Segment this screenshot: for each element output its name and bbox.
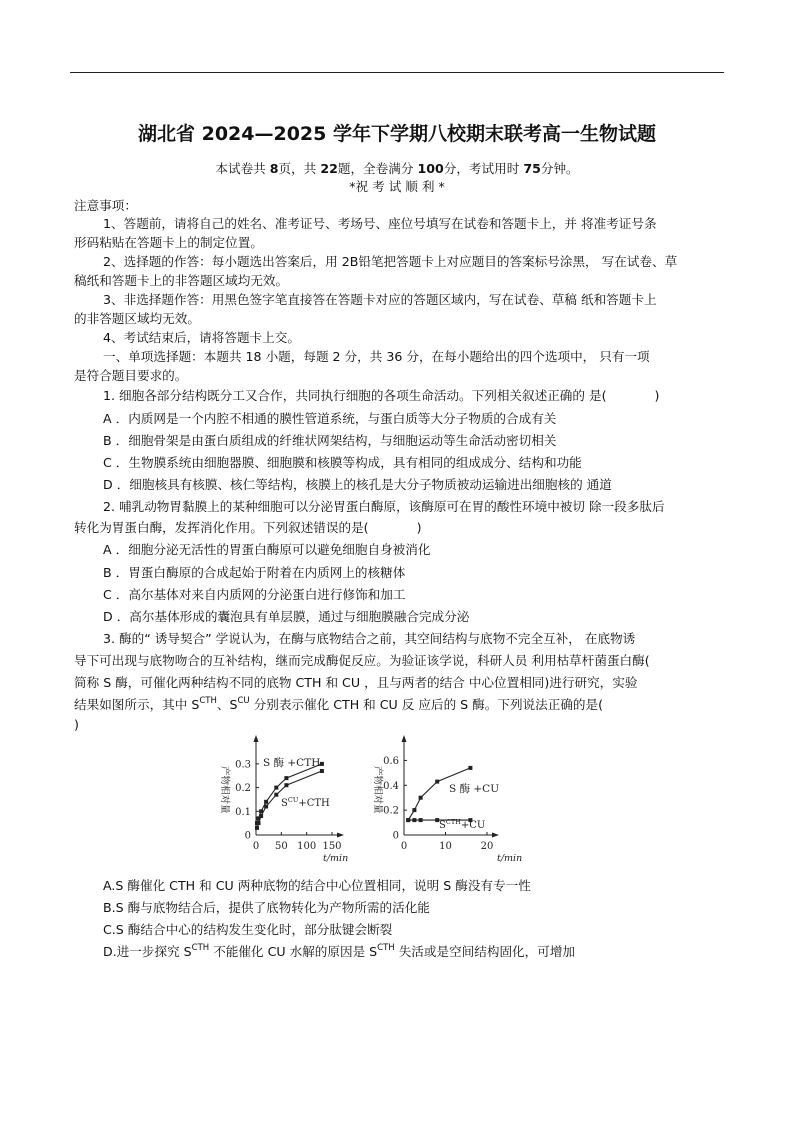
question-2-option-d: D ．高尔基体形成的囊泡具有单层膜，通过与细胞膜融合完成分泌 <box>103 609 470 624</box>
data-point <box>406 818 410 822</box>
data-point <box>264 805 268 809</box>
y-tick-label: 0.1 <box>235 806 251 818</box>
question-3-stem: 3. 酶的“ 诱导契合” 学说认为，在酶与底物结合之前，其空间结构与底物不完全互补， 在底物诱 <box>103 631 636 646</box>
notice-line: 形码粘贴在答题卡上的制定位置。 <box>74 235 263 250</box>
data-point <box>320 769 324 773</box>
notice-line: 1、答题前，请将自己的姓名、准考证号、考场号、座位号填写在试卷和答题卡上，并 将准考证号条 <box>103 216 657 231</box>
question-1-option-a: A ．内质网是一个内腔不相通的膜性管道系统，与蛋白质等大分子物质的合成有关 <box>103 411 557 426</box>
y-tick-label: 0.2 <box>235 783 251 795</box>
y-tick-label: 0.4 <box>383 780 399 792</box>
data-point <box>284 783 288 787</box>
y-axis-arrow <box>254 735 259 742</box>
data-point <box>412 818 416 822</box>
question-2-option-a: A ．细胞分泌无活性的胃蛋白酶原可以避免细胞自身被消化 <box>103 542 431 557</box>
data-point <box>255 826 259 830</box>
question-3-stem-cont: 简称 S 酶，可催化两种结构不同的底物 CTH 和 CU ，且与两者的结合 中心位置相同)进行研究，实验 <box>74 675 638 690</box>
notice-line: 2、选择题的作答：每小题选出答案后，用 2B铅笔把答题卡上对应题目的答案标号涂黑， 写在试卷、草 <box>103 254 678 269</box>
notice-line: 稿纸和答题卡上的非答题区域均无效。 <box>74 273 289 288</box>
data-point <box>264 800 268 804</box>
question-1-stem: 1. 细胞各部分结构既分工又合作，共同执行细胞的各项生命活动。下列相关叙述正确的 是( ) <box>103 388 660 403</box>
notice-line: 3、非选择题作答：用黑色签字笔直接答在答题卡对应的答题区域内，写在试卷、草稿 纸和答题卡上 <box>103 292 657 307</box>
y-tick-label: 0.6 <box>383 755 399 767</box>
question-3-option-a: A.S 酶催化 CTH 和 CU 两种底物的结合中心位置相同，说明 S 酶没有专一性 <box>103 878 531 893</box>
data-point <box>412 808 416 812</box>
series-label: $S^{CU}+CTH$ <box>281 796 330 809</box>
enzyme-charts <box>205 730 535 868</box>
x-tick-label: 20 <box>480 841 494 852</box>
question-1-option-c: C ．生物膜系统由细胞器膜、细胞膜和核膜等构成，具有相同的组成成分、结构和功能 <box>103 455 582 470</box>
x-axis-arrow <box>492 833 499 838</box>
enzyme-figure <box>205 730 535 868</box>
top-rule <box>70 72 724 73</box>
exam-wish: *祝 考 试 顺 利 * <box>349 179 445 194</box>
notice-line: 的非答题区域均无效。 <box>74 311 200 326</box>
y-axis-label: 产物相对量 <box>372 766 383 814</box>
x-tick-label: 50 <box>274 841 288 852</box>
data-point <box>259 814 263 818</box>
data-point <box>284 776 288 780</box>
question-2-stem-cont: 转化为胃蛋白酶，发挥消化作用。下列叙述错误的是( ) <box>74 520 422 535</box>
x-tick-label: 0 <box>400 841 408 852</box>
data-point <box>468 766 472 770</box>
x-tick-label: 100 <box>297 841 317 852</box>
series-label: S 酶 +CTH <box>263 757 321 769</box>
data-point <box>419 796 423 800</box>
data-point <box>274 793 278 797</box>
series-line <box>257 764 322 823</box>
x-tick-label: 10 <box>439 841 452 852</box>
y-axis-arrow <box>402 735 407 742</box>
section-heading: 一、单项选择题：本题共 18 小题，每题 2 分，共 36 分，在每小题给出的四个选项中， 只有一项 <box>103 349 650 364</box>
series-label: $S^{CTH}+CU$ <box>439 818 486 831</box>
chart-s-enzyme-cth <box>219 735 348 864</box>
x-tick-label: 0 <box>252 841 260 852</box>
x-axis-label: t/min <box>497 853 523 864</box>
data-point <box>274 786 278 790</box>
question-3-stem-cont: ) <box>74 717 79 732</box>
page-title: 湖北省 2024—2025 学年下学期八校期末联考高一生物试题 <box>138 123 656 145</box>
question-3-stem-cont: 结果如图所示，其中 $S^{CTH}$、$S^{CU}$ 分别表示催化 CTH 和 CU 反 应后的 S 酶。下列说法正确的是( <box>74 695 604 712</box>
notice-heading: 注意事项： <box>74 198 137 213</box>
question-3-option-d: D.进一步探究 $S^{CTH}$ 不能催化 CU 水解的原因是 $S^{CTH}$ 失活或是空间结构固化，可增加 <box>103 942 576 959</box>
data-point <box>320 762 324 766</box>
question-3-stem-cont: 导下可出现与底物吻合的互补结构，继而完成酶促反应。为验证该学说，科研人员 利用枯草杆菌蛋白酶( <box>74 653 650 668</box>
notice-line: 4、考试结束后，请将答题卡上交。 <box>103 330 300 345</box>
y-tick-label: 0.3 <box>235 759 251 771</box>
question-2-stem: 2. 哺乳动物胃黏膜上的某种细胞可以分泌胃蛋白酶原，该酶原可在胃的酸性环境中被切 除一段多肽后 <box>103 499 665 514</box>
question-1-option-d: D ．细胞核具有核膜、核仁等结构，核膜上的核孔是大分子物质被动运输进出细胞核的 通道 <box>103 477 612 492</box>
question-1-option-b: B ．细胞骨架是由蛋白质组成的纤维状网架结构，与细胞运动等生命活动密切相关 <box>103 433 557 448</box>
question-3-option-c: C.S 酶结合中心的结构发生变化时，部分肽键会断裂 <box>103 922 393 937</box>
x-tick-label: 150 <box>322 841 342 852</box>
section-heading-cont: 是符合题目要求的。 <box>74 368 188 383</box>
y-tick-label: 0 <box>392 830 399 842</box>
y-axis-label: 产物相对量 <box>219 766 230 814</box>
y-tick-label: 0.2 <box>383 805 399 817</box>
data-point <box>257 821 261 825</box>
exam-info: 本试卷共 8页，共 22题，全卷满分 100分，考试用时 75分钟。 <box>215 161 579 176</box>
x-axis-arrow <box>337 833 344 838</box>
question-2-option-c: C ．高尔基体对来自内质网的分泌蛋白进行修饰和加工 <box>103 587 406 602</box>
series-label: S 酶 +CU <box>449 783 500 795</box>
question-2-option-b: B ．胃蛋白酶原的合成起始于附着在内质网上的核糖体 <box>103 565 406 580</box>
x-axis-label: t/min <box>323 853 349 864</box>
chart-s-enzyme-cu <box>372 735 522 864</box>
data-point <box>435 780 439 784</box>
data-point <box>419 818 423 822</box>
question-3-option-b: B.S 酶与底物结合后，提供了底物转化为产物所需的活化能 <box>103 900 430 915</box>
y-tick-label: 0 <box>244 830 251 842</box>
